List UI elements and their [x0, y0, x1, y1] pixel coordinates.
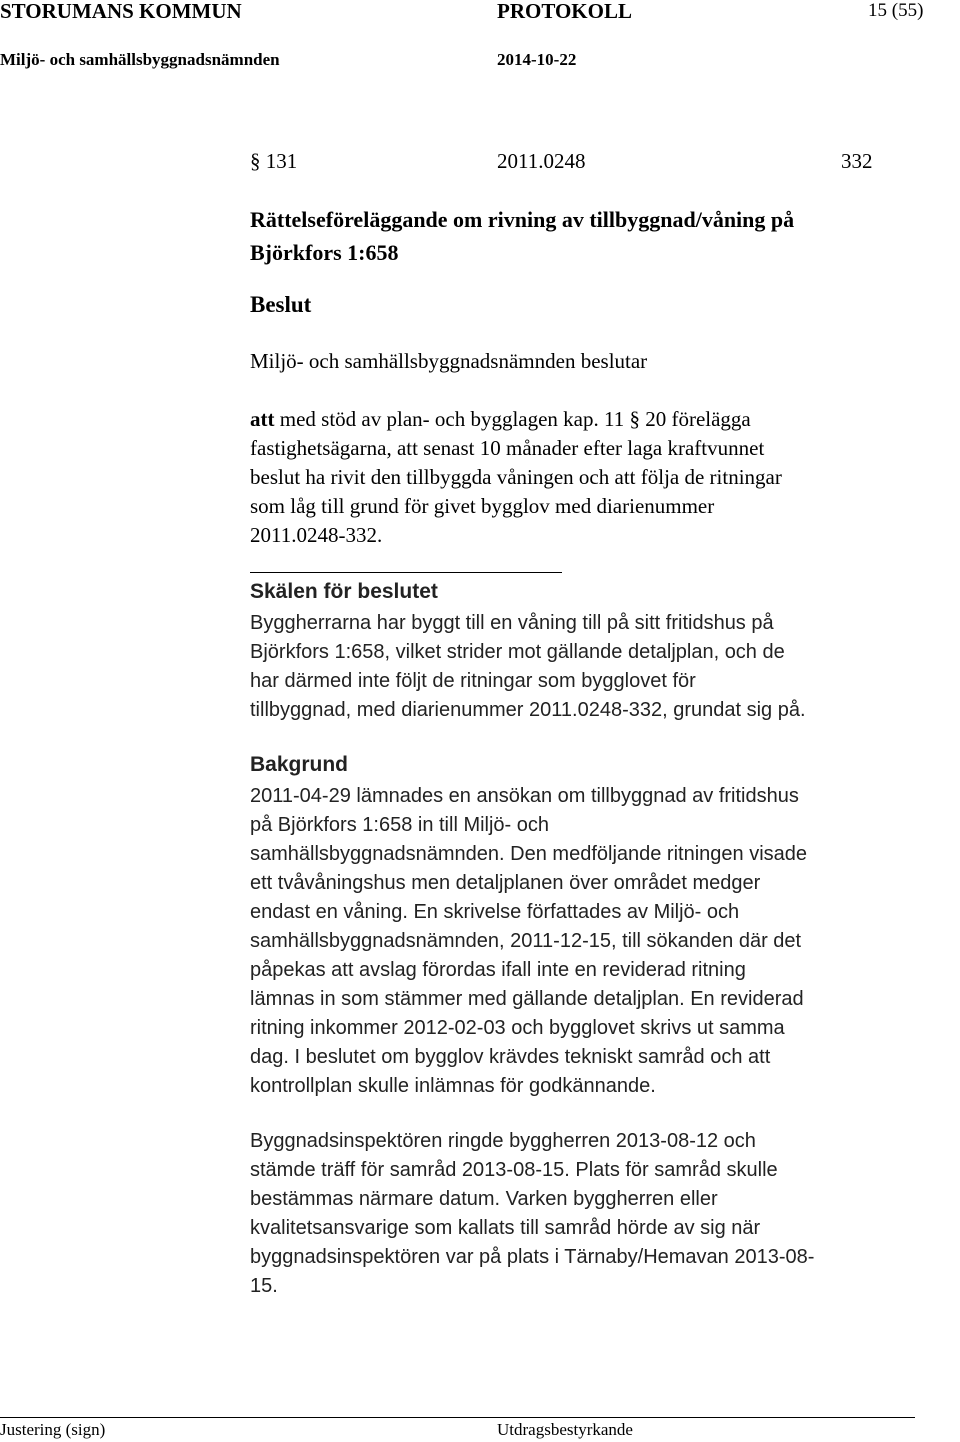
background-line: ritning inkommer 2012-02-03 och bygglovet skrivs ut samma	[250, 1017, 785, 1039]
separator-rule	[250, 572, 562, 573]
decision-intro: Miljö- och samhällsbyggnadsnämnden beslutar	[250, 349, 648, 373]
att-word: att	[250, 407, 275, 431]
decision-line: med stöd av plan- och bygglagen kap. 11 § 20 förelägga	[274, 407, 751, 431]
background-line: bestämmas närmare datum. Varken byggherren eller	[250, 1188, 718, 1210]
background-line: 2011-04-29 lämnades en ansökan om tillbyggnad av fritidshus	[250, 785, 799, 807]
decision-line: fastighetsägarna, att senast 10 månader efter laga kraftvunnet	[250, 436, 765, 460]
background-line: Byggnadsinspektören ringde byggherren 2013-08-12 och	[250, 1130, 756, 1152]
footer-utdragsbestyrkande: Utdragsbestyrkande	[497, 1420, 633, 1439]
reasons-line: tillbyggnad, med diarienummer 2011.0248-332, grundat sig på.	[250, 699, 806, 721]
footer-rule	[0, 1417, 915, 1418]
municipality-name: STORUMANS KOMMUN	[0, 0, 242, 23]
background-heading: Bakgrund	[250, 753, 349, 776]
reasons-line: Byggherrarna har byggt till en våning till på sitt fritidshus på	[250, 612, 774, 634]
case-code: 332	[841, 149, 873, 173]
background-line: byggnadsinspektören var på plats i Tärnaby/Hemavan 2013-08-	[250, 1246, 815, 1268]
background-line: dag. I beslutet om bygglov krävdes tekniskt samråd och att	[250, 1046, 771, 1068]
background-line: lämnas in som stämmer med gällande detaljplan. En reviderad	[250, 988, 804, 1010]
background-line: på Björkfors 1:658 in till Miljö- och	[250, 814, 550, 836]
background-line: endast en våning. En skrivelse författades av Miljö- och	[250, 901, 740, 923]
background-line: stämde träff för samråd 2013-08-15. Plats för samråd skulle	[250, 1159, 778, 1181]
decision-text	[250, 405, 950, 550]
decision-line: som låg till grund för givet bygglov med diarienummer	[250, 494, 715, 518]
decision-line: beslut ha rivit den tillbyggda våningen och att följa de ritningar	[250, 465, 782, 489]
background-line: ett tvåvåningshus men detaljplanen över området medger	[250, 872, 761, 894]
footer-justering: Justering (sign)	[0, 1420, 106, 1439]
decision-heading: Beslut	[250, 292, 312, 317]
reasons-line: har därmed inte följt de ritningar som bygglovet för	[250, 670, 696, 692]
background-line: samhällsbyggnadsnämnden, 2011-12-15, till sökanden där det	[250, 930, 802, 952]
paragraph-number: § 131	[250, 149, 298, 173]
decision-line: 2011.0248-332.	[250, 523, 383, 547]
background-line: 15.	[250, 1275, 278, 1297]
document-type: PROTOKOLL	[497, 0, 632, 23]
background-line: kvalitetsansvarige som kallats till samråd hörde av sig när	[250, 1217, 761, 1239]
reasons-heading: Skälen för beslutet	[250, 580, 438, 603]
reasons-text	[250, 609, 950, 725]
page-number: 15 (55)	[868, 0, 924, 21]
background-line: kontrollplan skulle inlämnas för godkännande.	[250, 1075, 656, 1097]
background-paragraph-1	[250, 782, 950, 1101]
case-title	[250, 203, 950, 269]
meeting-date: 2014-10-22	[497, 50, 577, 69]
reasons-line: Björkfors 1:658, vilket strider mot gällande detaljplan, och de	[250, 641, 785, 663]
case-title-line: Björkfors 1:658	[250, 240, 399, 265]
background-paragraph-2	[250, 1127, 950, 1301]
background-line: påpekas att avslag förordas ifall inte en reviderad ritning	[250, 959, 746, 981]
case-number: 2011.0248	[497, 149, 586, 173]
background-line: samhällsbyggnadsnämnden. Den medföljande ritningen visade	[250, 843, 808, 865]
case-title-line: Rättelseföreläggande om rivning av tillbyggnad/våning på	[250, 207, 795, 232]
committee-name: Miljö- och samhällsbyggnadsnämnden	[0, 50, 280, 69]
